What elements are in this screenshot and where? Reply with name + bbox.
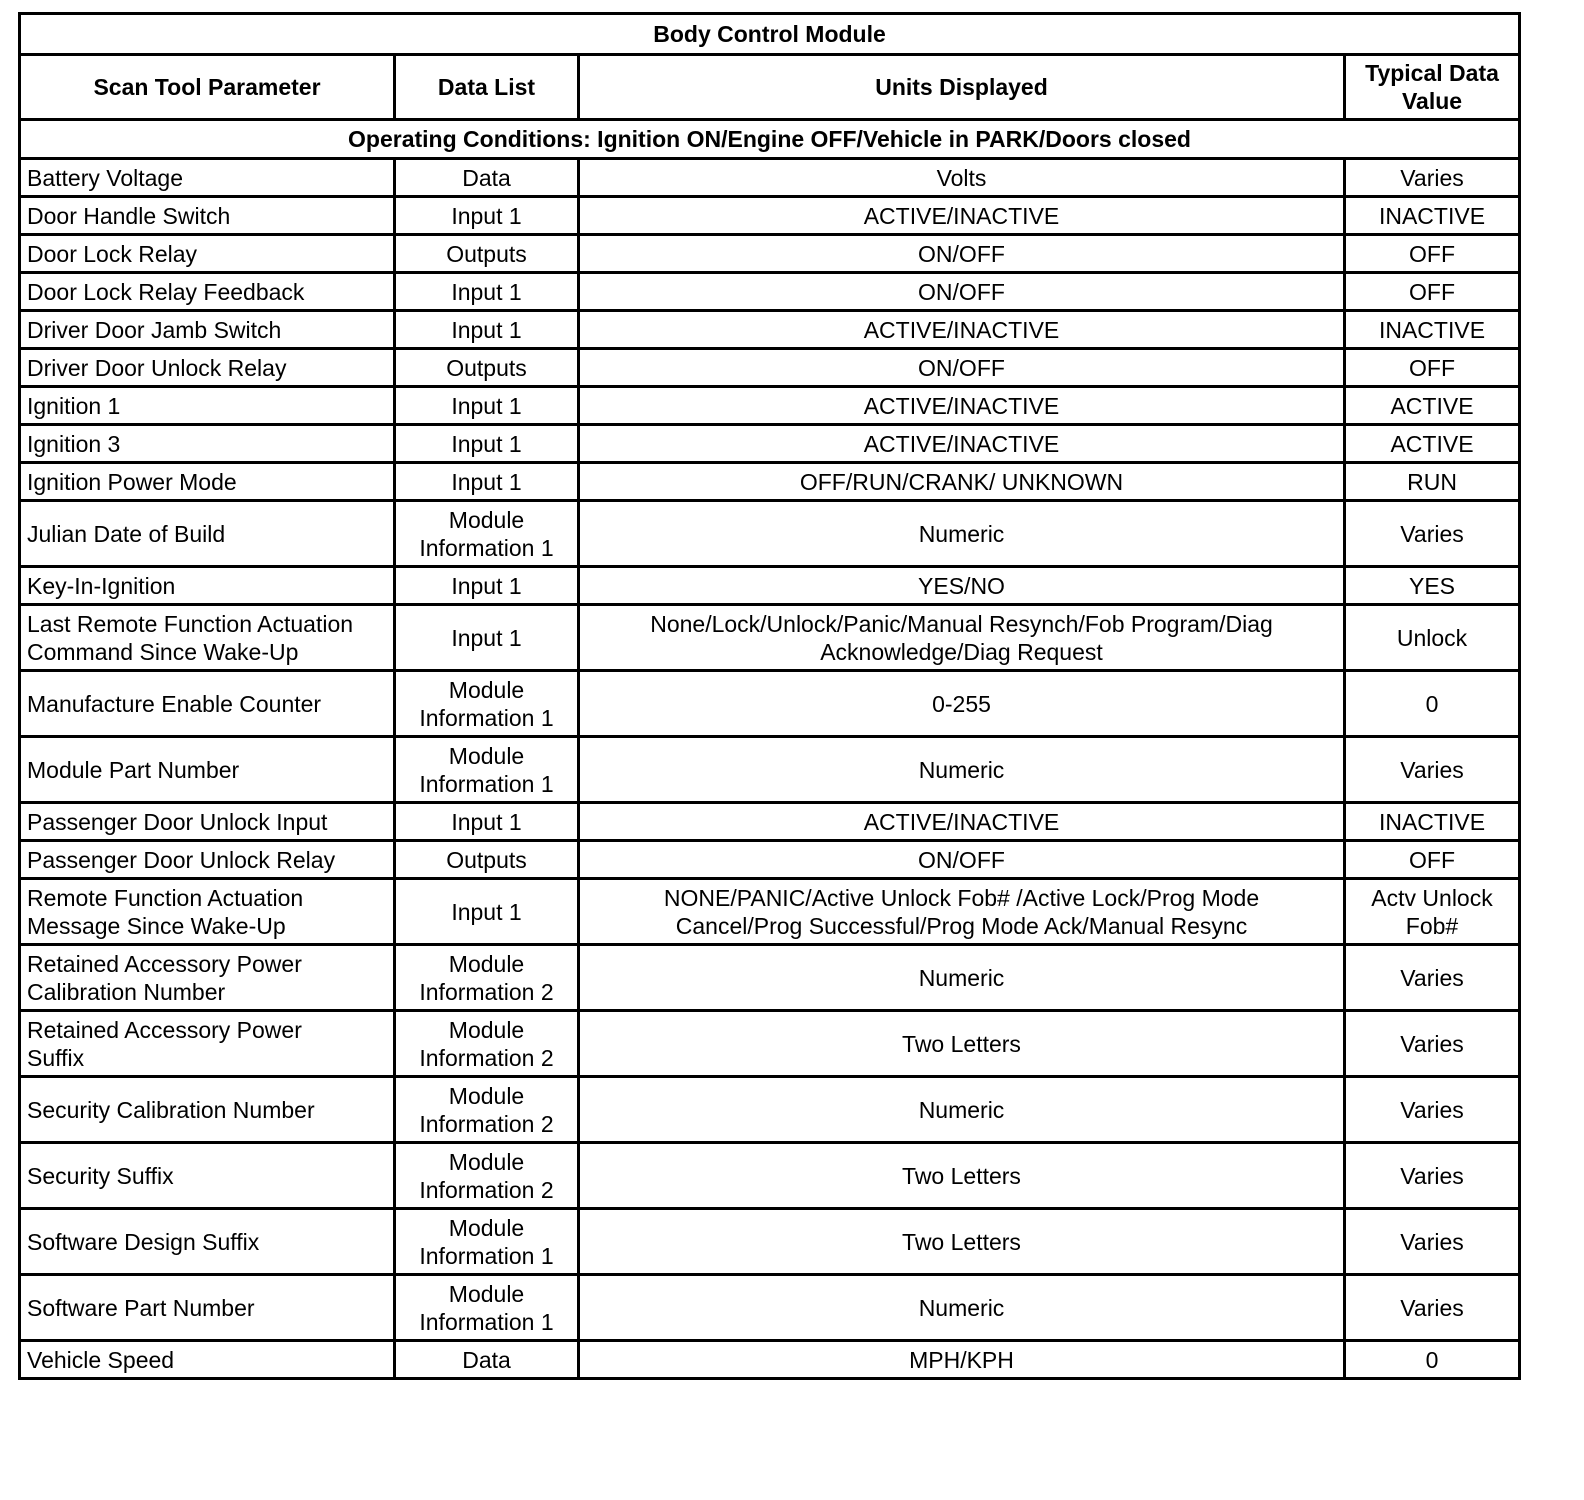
table-row: [20, 425, 1520, 463]
cell-parameter: [20, 1011, 395, 1077]
cell-units: ACTIVE/INACTIVE: [579, 197, 1345, 235]
cell-parameter: Key-In-Ignition: [20, 567, 395, 605]
cell-typical-value: INACTIVE: [1345, 803, 1520, 841]
cell-units: ON/OFF: [579, 349, 1345, 387]
cell-data-list: Input 1: [395, 197, 579, 235]
cell-data-list: [395, 1011, 579, 1077]
table-row: [20, 841, 1520, 879]
cell-typical-value: 0: [1345, 671, 1520, 737]
cell-units: ACTIVE/INACTIVE: [579, 311, 1345, 349]
cell-typical-value: Varies: [1345, 501, 1520, 567]
cell-typical-value: RUN: [1345, 463, 1520, 501]
cell-parameter: Ignition 1: [20, 387, 395, 425]
header-typical-data-value: Typical Data Value: [1345, 55, 1520, 120]
data-list-line-2: Information 1: [419, 1308, 554, 1335]
cell-typical-value: INACTIVE: [1345, 311, 1520, 349]
cell-parameter: Module Part Number: [20, 737, 395, 803]
table-row: [20, 567, 1520, 605]
units-line-1: None/Lock/Unlock/Panic/Manual Resynch/Fob Program/Diag: [650, 610, 1273, 637]
cell-units: MPH/KPH: [579, 1341, 1345, 1379]
cell-parameter: Software Design Suffix: [20, 1209, 395, 1275]
cell-parameter: Security Suffix: [20, 1143, 395, 1209]
body-control-module-table: [18, 12, 1521, 1380]
table-row: [20, 879, 1520, 945]
cell-typical-value: Unlock: [1345, 605, 1520, 671]
data-list-line-2: Information 2: [419, 1044, 554, 1071]
table-row: [20, 803, 1520, 841]
cell-units: Numeric: [579, 945, 1345, 1011]
table-row: [20, 349, 1520, 387]
cell-parameter: [20, 605, 395, 671]
cell-parameter: Security Calibration Number: [20, 1077, 395, 1143]
table-row: [20, 671, 1520, 737]
cell-data-list: [395, 501, 579, 567]
units-line-2: Acknowledge/Diag Request: [820, 638, 1103, 665]
cell-data-list: [395, 671, 579, 737]
data-list-line-2: Information 1: [419, 704, 554, 731]
data-list-line-2: Information 1: [419, 534, 554, 561]
cell-typical-value: Varies: [1345, 945, 1520, 1011]
parameter-line-2: Calibration Number: [27, 978, 226, 1005]
table-row: [20, 1011, 1520, 1077]
data-list-line-2: Information 2: [419, 1176, 554, 1203]
cell-parameter: Passenger Door Unlock Relay: [20, 841, 395, 879]
cell-parameter: Door Lock Relay: [20, 235, 395, 273]
cell-data-list: Input 1: [395, 879, 579, 945]
table-row: [20, 235, 1520, 273]
data-list-line-2: Information 1: [419, 1242, 554, 1269]
parameter-line-1: Last Remote Function Actuation: [27, 610, 354, 637]
table-row: [20, 1275, 1520, 1341]
cell-typical-value: Varies: [1345, 1209, 1520, 1275]
cell-data-list: Input 1: [395, 273, 579, 311]
cell-parameter: Battery Voltage: [20, 159, 395, 197]
cell-data-list: Data: [395, 159, 579, 197]
table-row: [20, 159, 1520, 197]
cell-units: ON/OFF: [579, 841, 1345, 879]
cell-typical-value: ACTIVE: [1345, 387, 1520, 425]
value-line-1: Actv Unlock: [1371, 884, 1493, 911]
cell-typical-value: ACTIVE: [1345, 425, 1520, 463]
data-list-line-2: Information 2: [419, 978, 554, 1005]
table-row: [20, 605, 1520, 671]
data-list-line-2: Information 1: [419, 770, 554, 797]
header-units-displayed: Units Displayed: [579, 55, 1345, 120]
cell-units: ON/OFF: [579, 273, 1345, 311]
cell-units: ACTIVE/INACTIVE: [579, 803, 1345, 841]
table-row: [20, 737, 1520, 803]
cell-parameter: Door Lock Relay Feedback: [20, 273, 395, 311]
cell-parameter: Driver Door Jamb Switch: [20, 311, 395, 349]
cell-data-list: Input 1: [395, 803, 579, 841]
parameter-line-2: Suffix: [27, 1044, 85, 1071]
cell-units: OFF/RUN/CRANK/ UNKNOWN: [579, 463, 1345, 501]
table-row: [20, 945, 1520, 1011]
parameter-line-2: Command Since Wake-Up: [27, 638, 299, 665]
cell-data-list: Input 1: [395, 605, 579, 671]
parameter-line-1: Retained Accessory Power: [27, 1016, 302, 1043]
cell-units: Two Letters: [579, 1011, 1345, 1077]
table-row: [20, 1341, 1520, 1379]
cell-typical-value: Varies: [1345, 1275, 1520, 1341]
cell-parameter: Manufacture Enable Counter: [20, 671, 395, 737]
cell-data-list: Input 1: [395, 387, 579, 425]
table-row: [20, 273, 1520, 311]
cell-typical-value: INACTIVE: [1345, 197, 1520, 235]
cell-parameter: Door Handle Switch: [20, 197, 395, 235]
header-data-list: Data List: [395, 55, 579, 120]
units-line-2: Cancel/Prog Successful/Prog Mode Ack/Manual Resync: [675, 912, 1248, 939]
data-list-line-1: Module: [448, 950, 525, 977]
column-header-row: [20, 55, 1520, 120]
data-list-line-1: Module: [448, 1148, 525, 1175]
cell-parameter: Passenger Door Unlock Input: [20, 803, 395, 841]
cell-units: ACTIVE/INACTIVE: [579, 387, 1345, 425]
cell-typical-value: Varies: [1345, 737, 1520, 803]
cell-units: Volts: [579, 159, 1345, 197]
cell-units: 0-255: [579, 671, 1345, 737]
cell-data-list: [395, 1275, 579, 1341]
value-line-2: Fob#: [1405, 912, 1459, 939]
data-list-line-1: Module: [448, 742, 525, 769]
cell-data-list: Outputs: [395, 235, 579, 273]
cell-data-list: [395, 945, 579, 1011]
data-list-line-1: Module: [448, 1280, 525, 1307]
cell-units: ACTIVE/INACTIVE: [579, 425, 1345, 463]
table-row: [20, 311, 1520, 349]
cell-data-list: [395, 1077, 579, 1143]
table-row: [20, 501, 1520, 567]
cell-typical-value: OFF: [1345, 841, 1520, 879]
cell-parameter: Ignition Power Mode: [20, 463, 395, 501]
cell-units: YES/NO: [579, 567, 1345, 605]
cell-typical-value: Varies: [1345, 1143, 1520, 1209]
cell-data-list: Input 1: [395, 567, 579, 605]
cell-units: Numeric: [579, 1077, 1345, 1143]
cell-typical-value: Varies: [1345, 1077, 1520, 1143]
cell-data-list: Input 1: [395, 463, 579, 501]
table-row: [20, 1143, 1520, 1209]
data-list-line-1: Module: [448, 676, 525, 703]
data-list-line-1: Module: [448, 506, 525, 533]
data-list-line-1: Module: [448, 1016, 525, 1043]
cell-units: [579, 879, 1345, 945]
cell-parameter: Julian Date of Build: [20, 501, 395, 567]
table-row: [20, 463, 1520, 501]
table-row: [20, 1209, 1520, 1275]
cell-parameter: Ignition 3: [20, 425, 395, 463]
cell-parameter: Vehicle Speed: [20, 1341, 395, 1379]
cell-typical-value: Varies: [1345, 159, 1520, 197]
cell-typical-value: [1345, 879, 1520, 945]
units-line-1: NONE/PANIC/Active Unlock Fob# /Active Lock/Prog Mode: [663, 884, 1260, 911]
cell-units: [579, 605, 1345, 671]
cell-data-list: [395, 1209, 579, 1275]
table-title-row: [20, 14, 1520, 55]
parameter-line-1: Remote Function Actuation: [27, 884, 304, 911]
cell-units: Two Letters: [579, 1143, 1345, 1209]
cell-units: Numeric: [579, 501, 1345, 567]
data-list-line-1: Module: [448, 1082, 525, 1109]
cell-data-list: Input 1: [395, 425, 579, 463]
cell-units: Numeric: [579, 1275, 1345, 1341]
table-row: [20, 197, 1520, 235]
table-row: [20, 387, 1520, 425]
cell-parameter: [20, 879, 395, 945]
table-row: [20, 1077, 1520, 1143]
cell-units: Numeric: [579, 737, 1345, 803]
parameter-line-2: Message Since Wake-Up: [27, 912, 286, 939]
cell-typical-value: OFF: [1345, 235, 1520, 273]
operating-conditions: Operating Conditions: Ignition ON/Engine OFF/Vehicle in PARK/Doors closed: [20, 120, 1520, 159]
cell-data-list: Input 1: [395, 311, 579, 349]
cell-units: Two Letters: [579, 1209, 1345, 1275]
data-list-line-2: Information 2: [419, 1110, 554, 1137]
cell-typical-value: Varies: [1345, 1011, 1520, 1077]
cell-typical-value: 0: [1345, 1341, 1520, 1379]
cell-data-list: [395, 737, 579, 803]
parameter-line-1: Retained Accessory Power: [27, 950, 302, 977]
cell-parameter: Software Part Number: [20, 1275, 395, 1341]
cell-data-list: Outputs: [395, 841, 579, 879]
cell-typical-value: OFF: [1345, 349, 1520, 387]
cell-units: ON/OFF: [579, 235, 1345, 273]
header-scan-tool-parameter: Scan Tool Parameter: [20, 55, 395, 120]
data-list-line-1: Module: [448, 1214, 525, 1241]
table-title: Body Control Module: [20, 14, 1520, 55]
cell-data-list: [395, 1143, 579, 1209]
cell-parameter: Driver Door Unlock Relay: [20, 349, 395, 387]
cell-data-list: Outputs: [395, 349, 579, 387]
cell-parameter: [20, 945, 395, 1011]
cell-typical-value: OFF: [1345, 273, 1520, 311]
cell-data-list: Data: [395, 1341, 579, 1379]
operating-conditions-row: [20, 120, 1520, 159]
cell-typical-value: YES: [1345, 567, 1520, 605]
